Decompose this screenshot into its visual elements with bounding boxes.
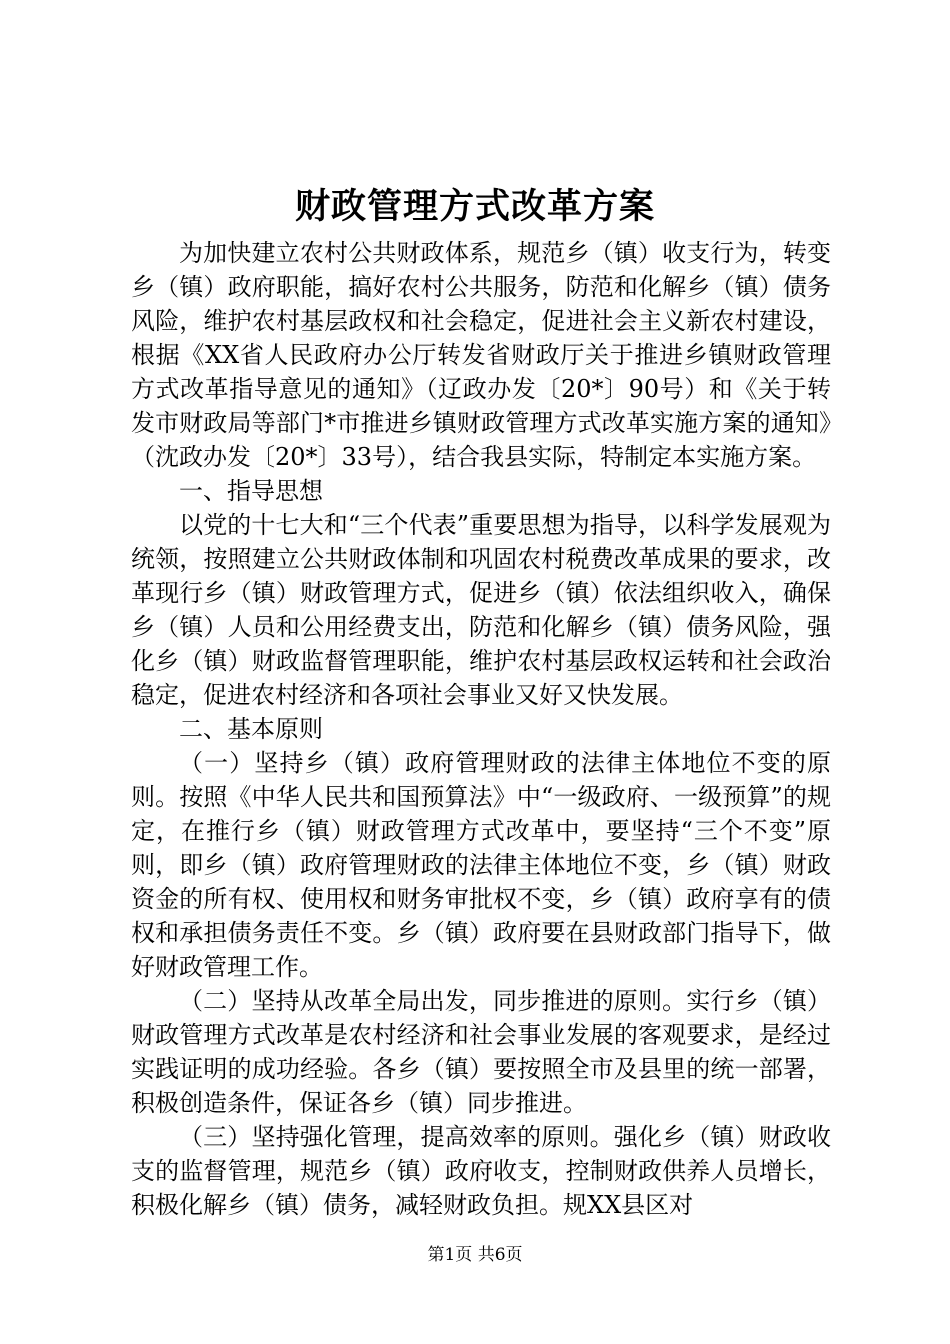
document-title: 财政管理方式改革方案 [294,186,655,227]
principle-3-paragraph: （三）坚持强化管理，提高效率的原则。强化乡（镇）财政收支的监督管理，规范乡（镇）政府收支，控制财政供养人员增长，积极化解乡（镇）债务，减轻财政负担。规XX县区对 [131,1123,831,1219]
page-number-footer: 第1页 共6页 [427,1245,523,1265]
guiding-ideology-paragraph: 以党的十七大和“三个代表”重要思想为指导，以科学发展观为统领，按照建立公共财政体制和巩固农村税费改革成果的要求，改革现行乡（镇）财政管理方式，促进乡（镇）依法组织收入，确保乡（镇）人员和公用经费支出，防范和化解乡（镇）债务风险，强化乡（镇）财政监督管理职能，维护农村基层政权运转和社会政治稳定，促进农村经济和各项社会事业又好又快发展。 [131,511,831,709]
intro-paragraph: 为加快建立农村公共财政体系，规范乡（镇）收支行为，转变乡（镇）政府职能，搞好农村公共服务，防范和化解乡（镇）债务风险，维护农村基层政权和社会稳定，促进社会主义新农村建设，根据《XX省人民政府办公厅转发省财政厅关于推进乡镇财政管理方式改革指导意见的通知》（辽政办发〔20*〕90号）和《关于转发市财政局等部门*市推进乡镇财政管理方式改革实施方案的通知》（沈政办发〔20*〕33号），结合我县实际，特制定本实施方案。 [131,239,831,471]
section-heading-basic-principles: 二、基本原则 [179,715,323,743]
principle-1-paragraph: （一）坚持乡（镇）政府管理财政的法律主体地位不变的原则。按照《中华人民共和国预算法》中“一级政府、一级预算”的规定，在推行乡（镇）财政管理方式改革中，要坚持“三个不变”原则，即乡（镇）政府管理财政的法律主体地位不变，乡（镇）财政资金的所有权、使用权和财务审批权不变，乡（镇）政府享有的债权和承担债务责任不变。乡（镇）政府要在县财政部门指导下，做好财政管理工作。 [131,749,831,981]
section-heading-guiding-ideology: 一、指导思想 [179,477,323,505]
document-body [131,236,831,1222]
principle-2-paragraph: （二）坚持从改革全局出发，同步推进的原则。实行乡（镇）财政管理方式改革是农村经济和社会事业发展的客观要求，是经过实践证明的成功经验。各乡（镇）要按照全市及县里的统一部署，积极创造条件，保证各乡（镇）同步推进。 [131,987,831,1117]
